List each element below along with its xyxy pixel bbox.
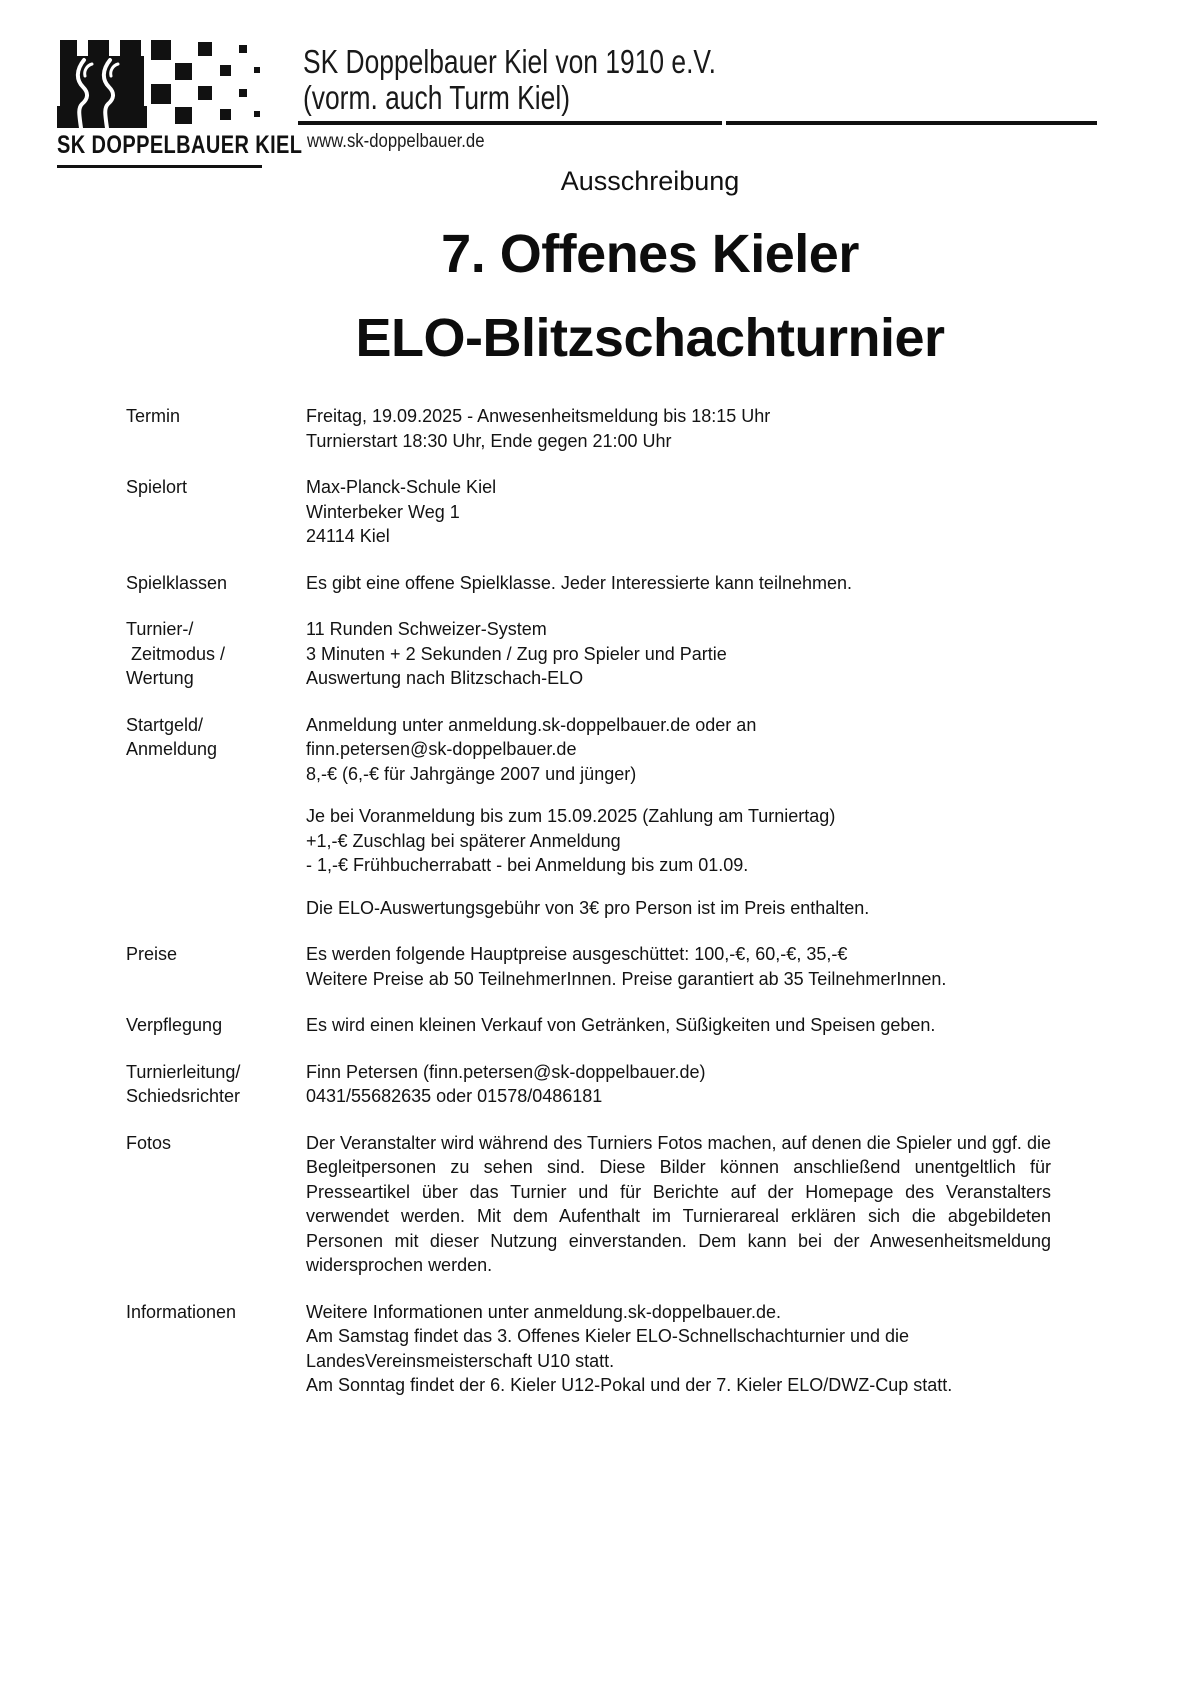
- text-block: [306, 475, 1051, 549]
- text-block: [306, 804, 1051, 878]
- section-spielklassen: [126, 571, 1051, 596]
- value-line: Weitere Preise ab 50 TeilnehmerInnen. Preise garantiert ab 35 TeilnehmerInnen.: [306, 968, 947, 989]
- org-name-line2: (vorm. auch Turm Kiel): [303, 79, 570, 116]
- title-line2: ELO-Blitzschachturnier: [355, 308, 945, 368]
- section-value-informationen: [306, 1300, 1051, 1398]
- section-label-spielort: [126, 475, 306, 549]
- org-name-line1: SK Doppelbauer Kiel von 1910 e.V.: [303, 43, 716, 80]
- value-line: 24114 Kiel: [306, 526, 390, 546]
- value-line: Es wird einen kleinen Verkauf von Getränken, Süßigkeiten und Speisen geben.: [306, 1015, 936, 1035]
- value-line: 3 Minuten + 2 Sekunden / Zug pro Spieler und Partie: [306, 643, 727, 664]
- value-line: +1,-€ Zuschlag bei späterer Anmeldung: [306, 830, 621, 851]
- sections-list: [126, 404, 1051, 1420]
- value-line: Weitere Informationen unter anmeldung.sk-doppelbauer.de.: [306, 1301, 781, 1322]
- section-leitung: [126, 1060, 1051, 1109]
- label-line: Zeitmodus /: [126, 643, 226, 664]
- value-line: Es werden folgende Hauptpreise ausgeschüttet: 100,-€, 60,-€, 35,-€: [306, 944, 848, 964]
- section-spielort: [126, 475, 1051, 549]
- text-block: [306, 896, 1051, 921]
- section-informationen: [126, 1300, 1051, 1398]
- value-line: 8,-€ (6,-€ für Jahrgänge 2007 und jünger): [306, 763, 637, 784]
- section-label-fotos: [126, 1131, 306, 1278]
- section-value-termin: [306, 404, 1051, 453]
- section-value-startgeld: [306, 713, 1051, 921]
- logo-wordmark: SK DOPPELBAUER KIEL: [57, 131, 303, 159]
- text-block: [306, 1013, 1051, 1038]
- section-label-informationen: [126, 1300, 306, 1398]
- value-line: Winterbeker Weg 1: [306, 501, 460, 522]
- value-line: Finn Petersen (finn.petersen@sk-doppelbauer.de): [306, 1061, 706, 1082]
- value-line: 0431/55682635 oder 01578/0486181: [306, 1086, 603, 1106]
- value-line: Freitag, 19.09.2025 - Anwesenheitsmeldung bis 18:15 Uhr: [306, 406, 771, 426]
- section-modus: [126, 617, 1051, 691]
- label-line: Schiedsrichter: [126, 1086, 241, 1106]
- website-text: www.sk-doppelbauer.de: [307, 131, 485, 152]
- value-line: Turnierstart 18:30 Uhr, Ende gegen 21:00 Uhr: [306, 430, 672, 451]
- value-line: Anmeldung unter anmeldung.sk-doppelbauer.de oder an: [306, 714, 757, 735]
- section-value-verpflegung: [306, 1013, 1051, 1038]
- value-line: finn.petersen@sk-doppelbauer.de: [306, 739, 577, 759]
- org-name-block: [303, 44, 716, 116]
- label-line: Turnier-/: [126, 619, 194, 639]
- section-verpflegung: [126, 1013, 1051, 1038]
- label-line: Termin: [126, 406, 181, 426]
- title-line1: 7. Offenes Kieler: [441, 224, 859, 284]
- text-block: [306, 1300, 1051, 1398]
- section-label-leitung: [126, 1060, 306, 1109]
- label-line: Verpflegung: [126, 1015, 223, 1035]
- text-block: [306, 942, 1051, 991]
- section-value-spielklassen: [306, 571, 1051, 596]
- text-block: [306, 404, 1051, 453]
- label-line: Startgeld/: [126, 714, 204, 735]
- text-block: [306, 1060, 1051, 1109]
- section-value-fotos: [306, 1131, 1051, 1278]
- value-line: Es gibt eine offene Spielklasse. Jeder Interessierte kann teilnehmen.: [306, 572, 852, 593]
- label-line: Wertung: [126, 668, 194, 688]
- section-value-spielort: [306, 475, 1051, 549]
- section-label-verpflegung: [126, 1013, 306, 1038]
- section-label-startgeld: [126, 713, 306, 921]
- value-line: - 1,-€ Frühbucherrabatt - bei Anmeldung bis zum 01.09.: [306, 855, 749, 875]
- label-line: Spielort: [126, 477, 188, 497]
- value-line: Auswertung nach Blitzschach-ELO: [306, 668, 584, 688]
- value-line: Max-Planck-Schule Kiel: [306, 477, 497, 497]
- section-label-preise: [126, 942, 306, 991]
- label-line: Spielklassen: [126, 572, 228, 593]
- label-line: Turnierleitung/: [126, 1061, 241, 1082]
- section-termin: [126, 404, 1051, 453]
- section-value-modus: [306, 617, 1051, 691]
- value-line: Am Samstag findet das 3. Offenes Kieler ELO-Schnellschachturnier und die: [306, 1326, 909, 1346]
- label-line: Preise: [126, 944, 178, 964]
- label-line: Anmeldung: [126, 739, 218, 759]
- section-fotos: [126, 1131, 1051, 1278]
- chess-rook-checker-logo-icon: [57, 38, 267, 128]
- header-rule: [298, 121, 1097, 125]
- value-line: 11 Runden Schweizer-System: [306, 619, 547, 639]
- value-line: Am Sonntag findet der 6. Kieler U12-Pokal und der 7. Kieler ELO/DWZ-Cup statt.: [306, 1375, 953, 1395]
- text-block: [306, 713, 1051, 787]
- value-line: LandesVereinsmeisterschaft U10 statt.: [306, 1350, 615, 1371]
- section-value-preise: [306, 942, 1051, 991]
- section-value-leitung: [306, 1060, 1051, 1109]
- value-line: Je bei Voranmeldung bis zum 15.09.2025 (Zahlung am Turniertag): [306, 806, 836, 826]
- section-label-modus: [126, 617, 306, 691]
- section-startgeld: [126, 713, 1051, 921]
- text-block: [306, 571, 1051, 596]
- label-line: Fotos: [126, 1132, 172, 1153]
- label-line: Informationen: [126, 1301, 237, 1322]
- document-kicker: Ausschreibung: [560, 166, 740, 196]
- section-label-termin: [126, 404, 306, 453]
- value-line: Die ELO-Auswertungsgebühr von 3€ pro Person ist im Preis enthalten.: [306, 897, 870, 918]
- section-label-spielklassen: [126, 571, 306, 596]
- text-block: [306, 617, 1051, 691]
- header-rule-left: [298, 121, 722, 125]
- document-title: [140, 212, 1160, 380]
- section-preise: [126, 942, 1051, 991]
- header-rule-right: [726, 121, 1097, 125]
- logo-underline: [57, 165, 262, 168]
- text-block: Der Veranstalter wird während des Turniers Fotos machen, auf denen die Spieler und ggf. die Begleitpersonen zu sehen sind. Diese Bilder können anschließend unentgeltlich für Presseartikel über das Turnier und für Berichte auf der Homepage des Veranstalters verwendet werden. Mit dem Aufenthalt im Turnierareal erklären sich die abgebildeten Personen mit dieser Nutzung einverstanden. Dem kann bei der Anwesenheitsmeldung widersprochen werden.: [306, 1132, 1051, 1275]
- club-logo: [57, 38, 303, 168]
